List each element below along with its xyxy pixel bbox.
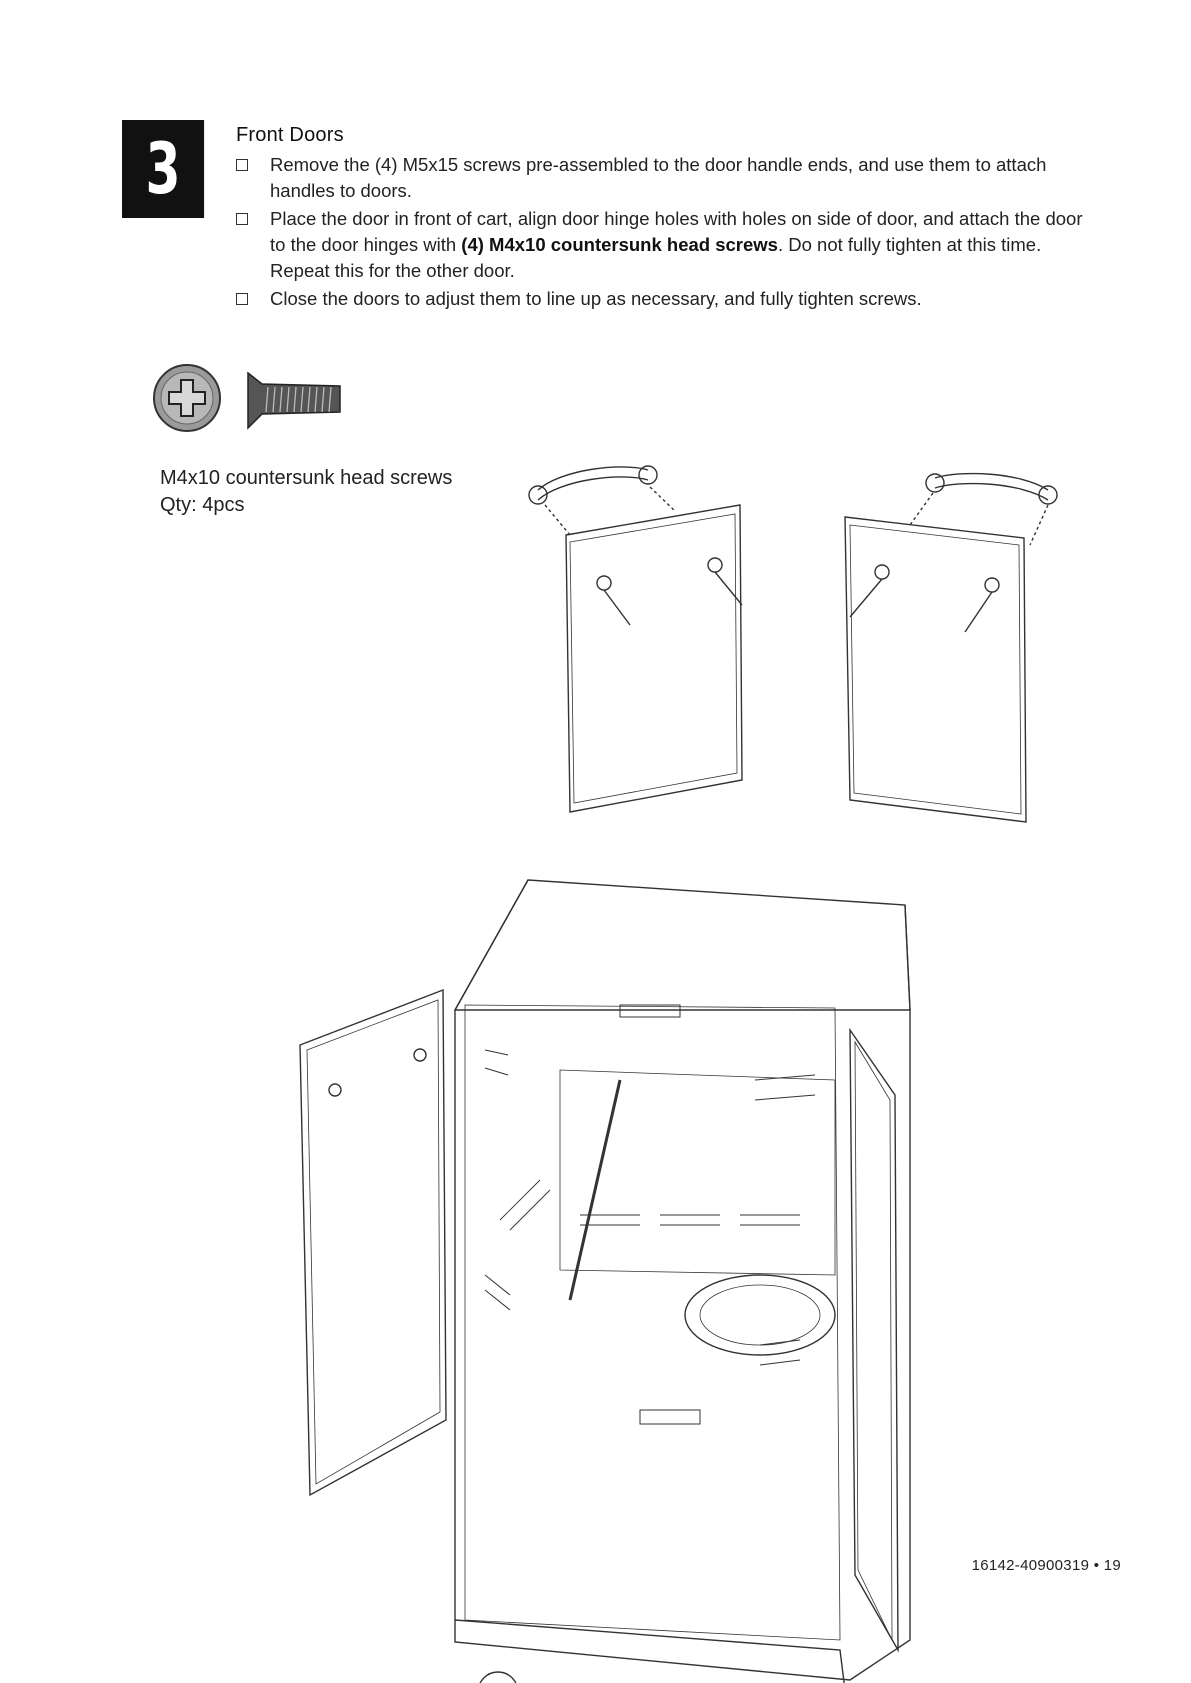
instruction-text-before: Place the door in front of cart, align door hinge holes with holes on side of door, and attach the door to the door hinges with <box>270 208 1083 255</box>
instruction-text-after: . Do not fully tighten at this time. Repeat this for the other door. <box>270 234 1042 281</box>
instruction-text: Remove the (4) M5x15 screws pre-assembled to the door handle ends, and use them to attach handles to doors. <box>270 154 1047 201</box>
instruction-text-bold: (4) M4x10 countersunk head screws <box>461 234 778 255</box>
page-footer: 16142-40900319 • 19 <box>971 1557 1121 1574</box>
right-door <box>845 474 1057 822</box>
hardware-name: M4x10 countersunk head screws <box>160 467 453 489</box>
left-door <box>529 466 742 812</box>
cart-body <box>455 880 910 1683</box>
step-number: 3 <box>145 128 181 210</box>
hardware-qty: Qty: 4pcs <box>160 494 245 516</box>
instruction-text: Close the doors to adjust them to line up as necessary, and fully tighten screws. <box>270 288 922 309</box>
cart-left-door <box>300 990 446 1495</box>
hinge-screw-arrows <box>485 1050 815 1365</box>
cart-right-door <box>850 1030 898 1650</box>
section-title: Front Doors <box>236 124 344 146</box>
